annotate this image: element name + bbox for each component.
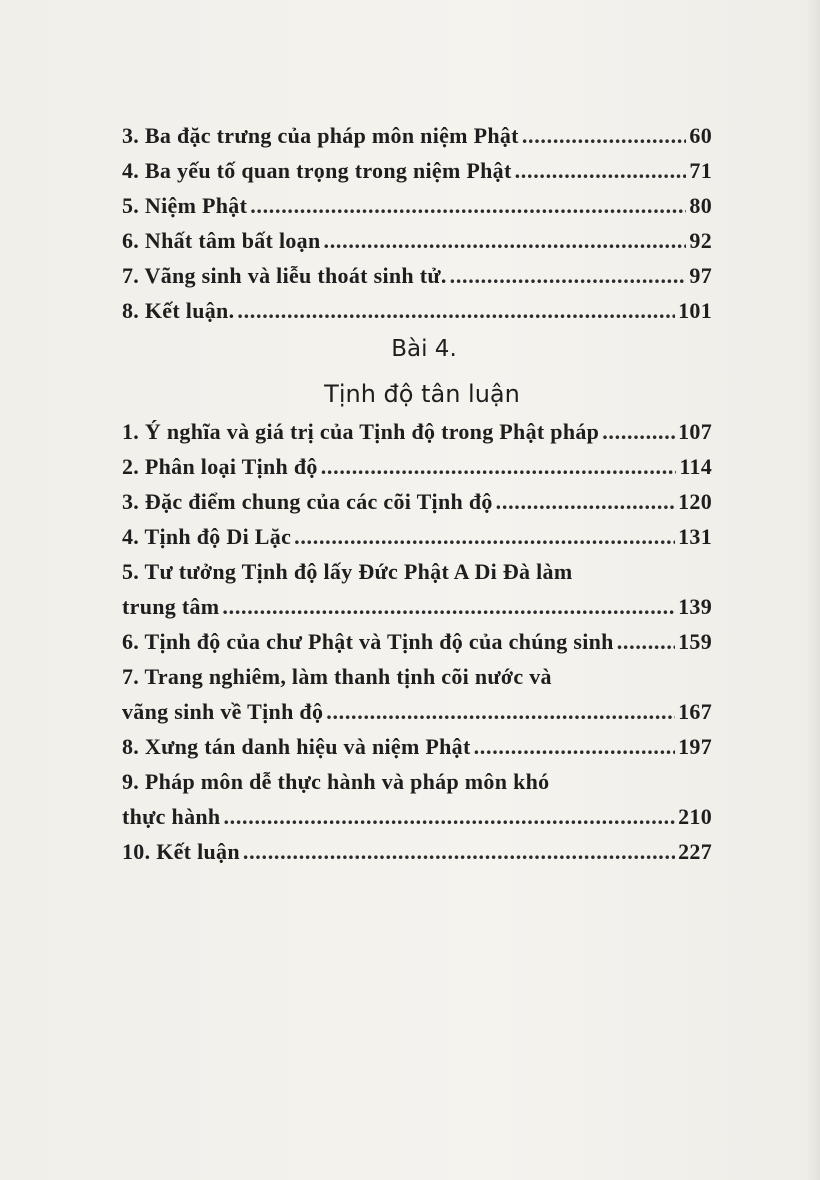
toc-entry — [122, 519, 712, 554]
toc-entry — [122, 414, 712, 449]
toc-entry — [122, 764, 712, 834]
toc-entry-title: 4. Ba yếu tố quan trọng trong niệm Phật — [122, 158, 512, 183]
toc-page-number: 210 — [678, 804, 712, 829]
dot-leader — [602, 414, 675, 449]
dot-leader — [243, 834, 675, 869]
dot-leader — [474, 729, 676, 764]
toc-group-lesson-4 — [122, 414, 712, 869]
toc-entry-title: 2. Phân loại Tịnh độ — [122, 454, 318, 479]
toc-group-lesson-3 — [122, 118, 712, 328]
dot-leader — [522, 118, 687, 153]
toc-entry — [122, 624, 712, 659]
toc-entry — [122, 293, 712, 328]
toc-page-number: 167 — [678, 699, 712, 724]
toc-entry-title-first-line: 5. Tư tưởng Tịnh độ lấy Đức Phật A Di Đà làm — [122, 559, 573, 584]
section-label: Bài 4. — [391, 336, 457, 362]
toc-entry — [122, 554, 712, 624]
toc-entry-title-first-line: 7. Trang nghiêm, làm thanh tịnh cõi nước và — [122, 664, 552, 689]
dot-leader — [237, 293, 675, 328]
dot-leader — [294, 519, 675, 554]
toc-entry-title: 1. Ý nghĩa và giá trị của Tịnh độ trong Phật pháp — [122, 419, 600, 444]
toc-entry — [122, 188, 712, 223]
toc-page-number: 60 — [689, 123, 712, 148]
toc-entry-title: 8. Kết luận. — [122, 298, 235, 323]
toc-page-number: 114 — [679, 454, 712, 479]
toc-page-number: 107 — [678, 419, 712, 444]
toc-entry — [122, 449, 712, 484]
toc-page-number: 80 — [689, 193, 712, 218]
toc-entry-title: thực hành — [122, 804, 221, 829]
toc-entry-title: 8. Xưng tán danh hiệu và niệm Phật — [122, 734, 471, 759]
toc-page-number: 197 — [678, 734, 712, 759]
dot-leader — [324, 223, 687, 258]
toc-entry — [122, 258, 712, 293]
toc-entry — [122, 118, 712, 153]
dot-leader — [223, 799, 675, 834]
toc-page-number: 131 — [678, 524, 712, 549]
toc-entry-title: 7. Vãng sinh và liễu thoát sinh tử. — [122, 263, 447, 288]
toc-entry-title-first-line: 9. Pháp môn dễ thực hành và pháp môn khó — [122, 769, 550, 794]
toc-page-number: 120 — [678, 489, 712, 514]
dot-leader — [496, 484, 675, 519]
dot-leader — [326, 694, 675, 729]
toc-page-number: 97 — [689, 263, 712, 288]
dot-leader — [450, 258, 687, 293]
section-title: Tịnh độ tân luận — [324, 380, 520, 408]
toc-entry-title: vãng sinh về Tịnh độ — [122, 699, 324, 724]
toc-entry — [122, 659, 712, 729]
toc-entry — [122, 834, 712, 869]
toc-entry-title: 4. Tịnh độ Di Lặc — [122, 524, 292, 549]
table-of-contents — [122, 118, 712, 869]
toc-entry — [122, 153, 712, 188]
toc-page-number: 159 — [678, 629, 712, 654]
dot-leader — [222, 589, 675, 624]
toc-entry-title: 6. Tịnh độ của chư Phật và Tịnh độ của chúng sinh — [122, 629, 614, 654]
toc-page-number: 227 — [678, 839, 712, 864]
toc-entry-title: 10. Kết luận — [122, 839, 240, 864]
toc-entry — [122, 484, 712, 519]
dot-leader — [250, 188, 686, 223]
toc-entry-title: 3. Ba đặc trưng của pháp môn niệm Phật — [122, 123, 519, 148]
toc-entry — [122, 729, 712, 764]
toc-entry-title: 6. Nhất tâm bất loạn — [122, 228, 321, 253]
toc-entry-title: 3. Đặc điểm chung của các cõi Tịnh độ — [122, 489, 493, 514]
toc-page-number: 139 — [678, 594, 712, 619]
toc-entry-title: trung tâm — [122, 594, 220, 619]
dot-leader — [321, 449, 677, 484]
page-edge-shadow — [806, 0, 820, 1180]
dot-leader — [515, 153, 687, 188]
toc-page-number: 92 — [689, 228, 712, 253]
dot-leader — [617, 624, 675, 659]
toc-page-number: 71 — [689, 158, 712, 183]
toc-entry-title: 5. Niệm Phật — [122, 193, 248, 218]
toc-entry — [122, 223, 712, 258]
toc-page-number: 101 — [678, 298, 712, 323]
